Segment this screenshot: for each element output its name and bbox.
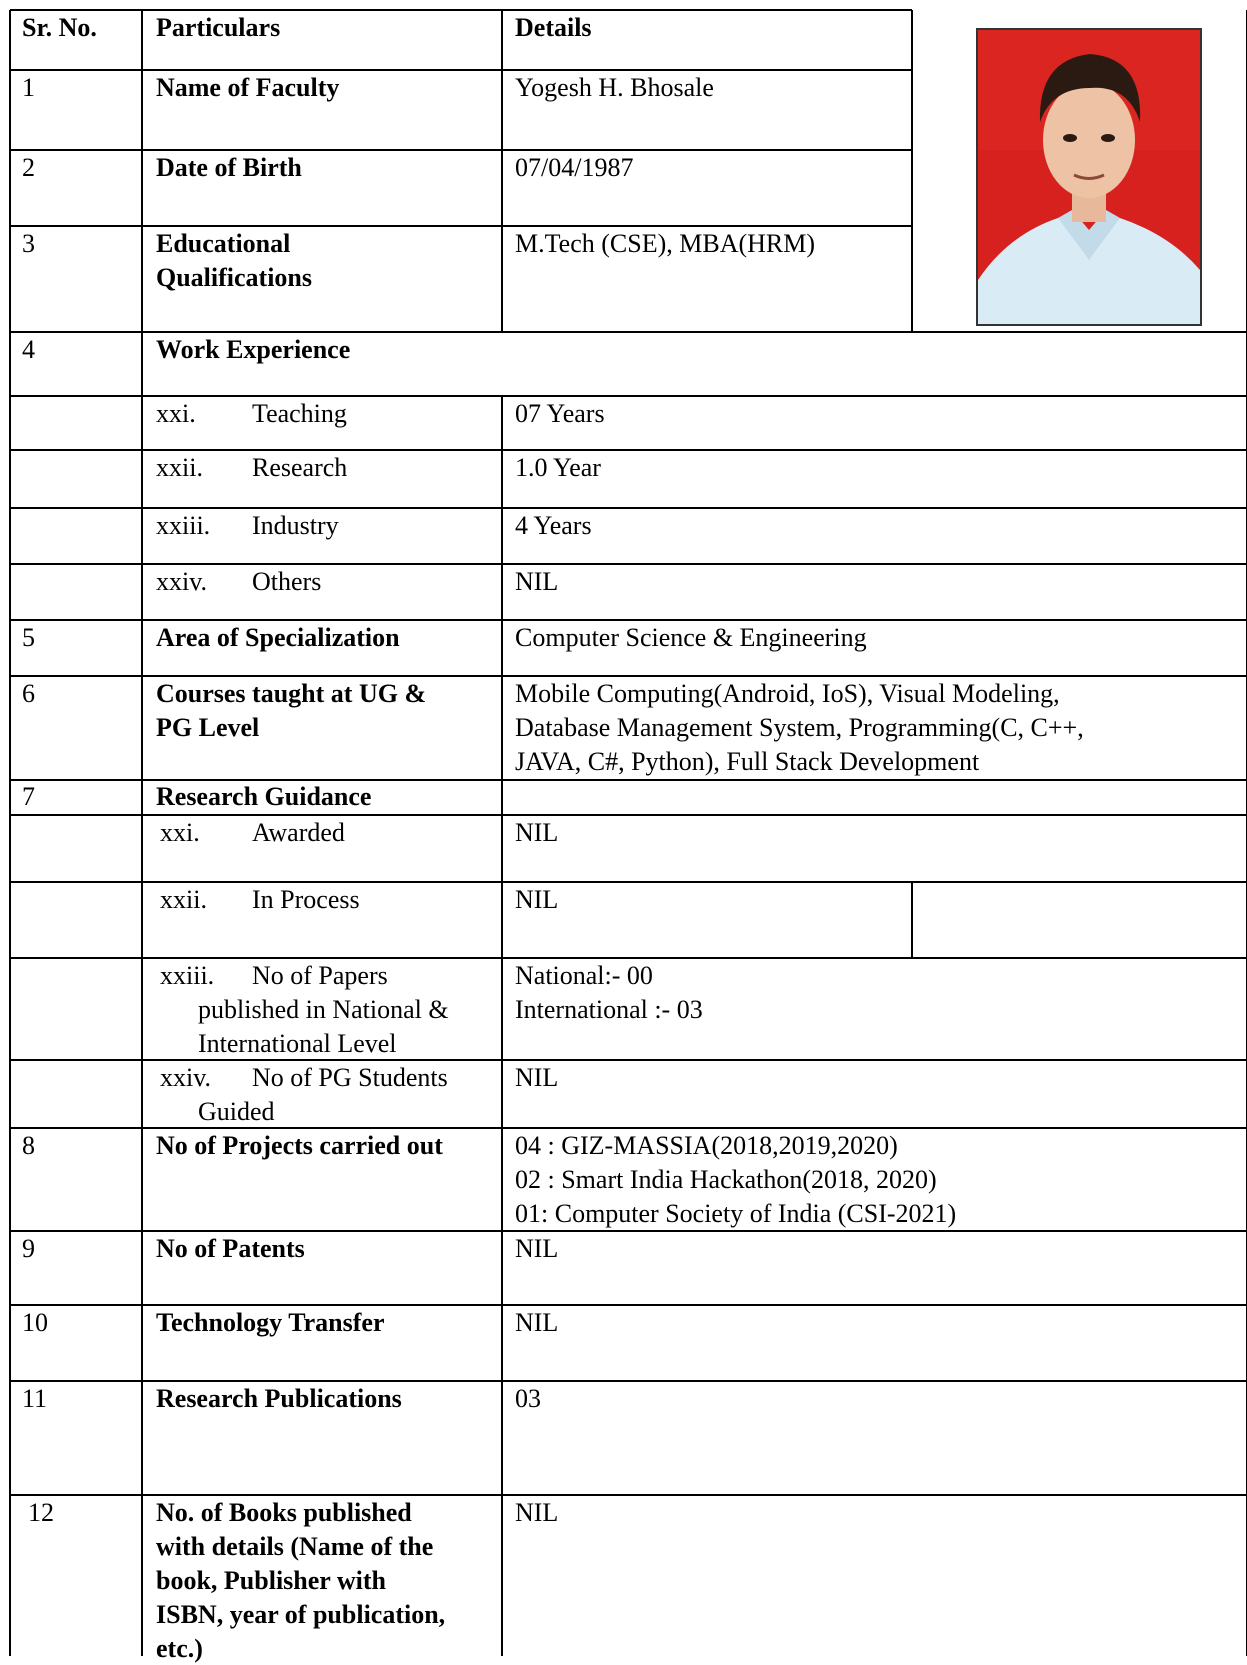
row-value-line: International :- 03 <box>515 995 703 1024</box>
row-value: NIL <box>515 1234 559 1263</box>
row-label-line: Qualifications <box>156 263 313 292</box>
sub-label-line: published in National & <box>198 995 449 1024</box>
sub-index: xxiii. <box>160 961 215 990</box>
row-value: NIL <box>515 885 559 914</box>
row-label-line: etc.) <box>156 1634 203 1663</box>
sub-label-line: Guided <box>198 1097 275 1126</box>
row-number: 9 <box>22 1234 35 1263</box>
row-label-line: ISBN, year of publication, <box>156 1600 446 1629</box>
row-number: 4 <box>22 335 35 364</box>
row-label: Name of Faculty <box>156 73 340 102</box>
sub-index: xxi. <box>160 818 200 847</box>
row-label: Research Guidance <box>156 782 372 811</box>
header-particulars: Particulars <box>156 13 281 42</box>
row-value: 4 Years <box>515 511 592 540</box>
row-label-line: PG Level <box>156 713 260 742</box>
row-value: 1.0 Year <box>515 453 601 482</box>
sub-label: Awarded <box>252 818 345 847</box>
row-value: M.Tech (CSE), MBA(HRM) <box>515 229 816 258</box>
row-label: Area of Specialization <box>156 623 400 652</box>
row-number: 2 <box>22 153 35 182</box>
row-number: 11 <box>22 1384 48 1413</box>
sub-label: In Process <box>252 885 360 914</box>
row-value: 07/04/1987 <box>515 153 634 182</box>
sub-label: Others <box>252 567 322 596</box>
row-label-line: with details (Name of the <box>156 1532 434 1561</box>
row-label: Technology Transfer <box>156 1308 385 1337</box>
header-details: Details <box>515 13 592 42</box>
row-value: 07 Years <box>515 399 605 428</box>
row-number: 10 <box>22 1308 48 1337</box>
row-value: NIL <box>515 1498 559 1527</box>
sub-label-line: No of Papers <box>252 961 388 990</box>
sub-index: xxii. <box>160 885 207 914</box>
row-label: Date of Birth <box>156 153 302 182</box>
row-value-line: 01: Computer Society of India (CSI-2021) <box>515 1199 957 1228</box>
row-value: NIL <box>515 567 559 596</box>
row-label-line: book, Publisher with <box>156 1566 386 1595</box>
sub-index: xxiv. <box>156 567 208 596</box>
row-label: No of Projects carried out <box>156 1131 443 1160</box>
sub-label: Research <box>252 453 348 482</box>
sub-index: xxiii. <box>156 511 211 540</box>
sub-label-line: International Level <box>198 1029 397 1058</box>
row-label-line: No. of Books published <box>156 1498 412 1527</box>
row-value-line: 04 : GIZ-MASSIA(2018,2019,2020) <box>515 1131 898 1160</box>
sub-label-line: No of PG Students <box>252 1063 448 1092</box>
sub-label: Industry <box>252 511 339 540</box>
row-value: NIL <box>515 1063 559 1092</box>
row-label-line: Courses taught at UG & <box>156 679 427 708</box>
row-number: 3 <box>22 229 35 258</box>
sub-index: xxiv. <box>160 1063 212 1092</box>
row-number: 5 <box>22 623 35 652</box>
faculty-photo <box>976 28 1202 326</box>
row-label: No of Patents <box>156 1234 305 1263</box>
row-label: Work Experience <box>156 335 351 364</box>
row-number: 6 <box>22 679 35 708</box>
row-label-line: Educational <box>156 229 291 258</box>
row-value: Computer Science & Engineering <box>515 623 867 652</box>
row-value: NIL <box>515 818 559 847</box>
row-value: 03 <box>515 1384 541 1413</box>
row-value: Yogesh H. Bhosale <box>515 73 714 102</box>
row-label: Research Publications <box>156 1384 402 1413</box>
sub-index: xxi. <box>156 399 196 428</box>
row-number: 1 <box>22 73 35 102</box>
sub-label: Teaching <box>252 399 347 428</box>
row-value-line: JAVA, C#, Python), Full Stack Development <box>515 747 980 776</box>
row-number: 12 <box>28 1498 54 1527</box>
row-value: NIL <box>515 1308 559 1337</box>
header-sr-no: Sr. No. <box>22 13 97 42</box>
row-number: 8 <box>22 1131 35 1160</box>
row-value-line: Mobile Computing(Android, IoS), Visual Modeling, <box>515 679 1060 708</box>
row-value-line: Database Management System, Programming(C, C++, <box>515 713 1084 742</box>
row-value-line: National:- 00 <box>515 961 653 990</box>
row-number: 7 <box>22 782 35 811</box>
row-value-line: 02 : Smart India Hackathon(2018, 2020) <box>515 1165 937 1194</box>
sub-index: xxii. <box>156 453 203 482</box>
